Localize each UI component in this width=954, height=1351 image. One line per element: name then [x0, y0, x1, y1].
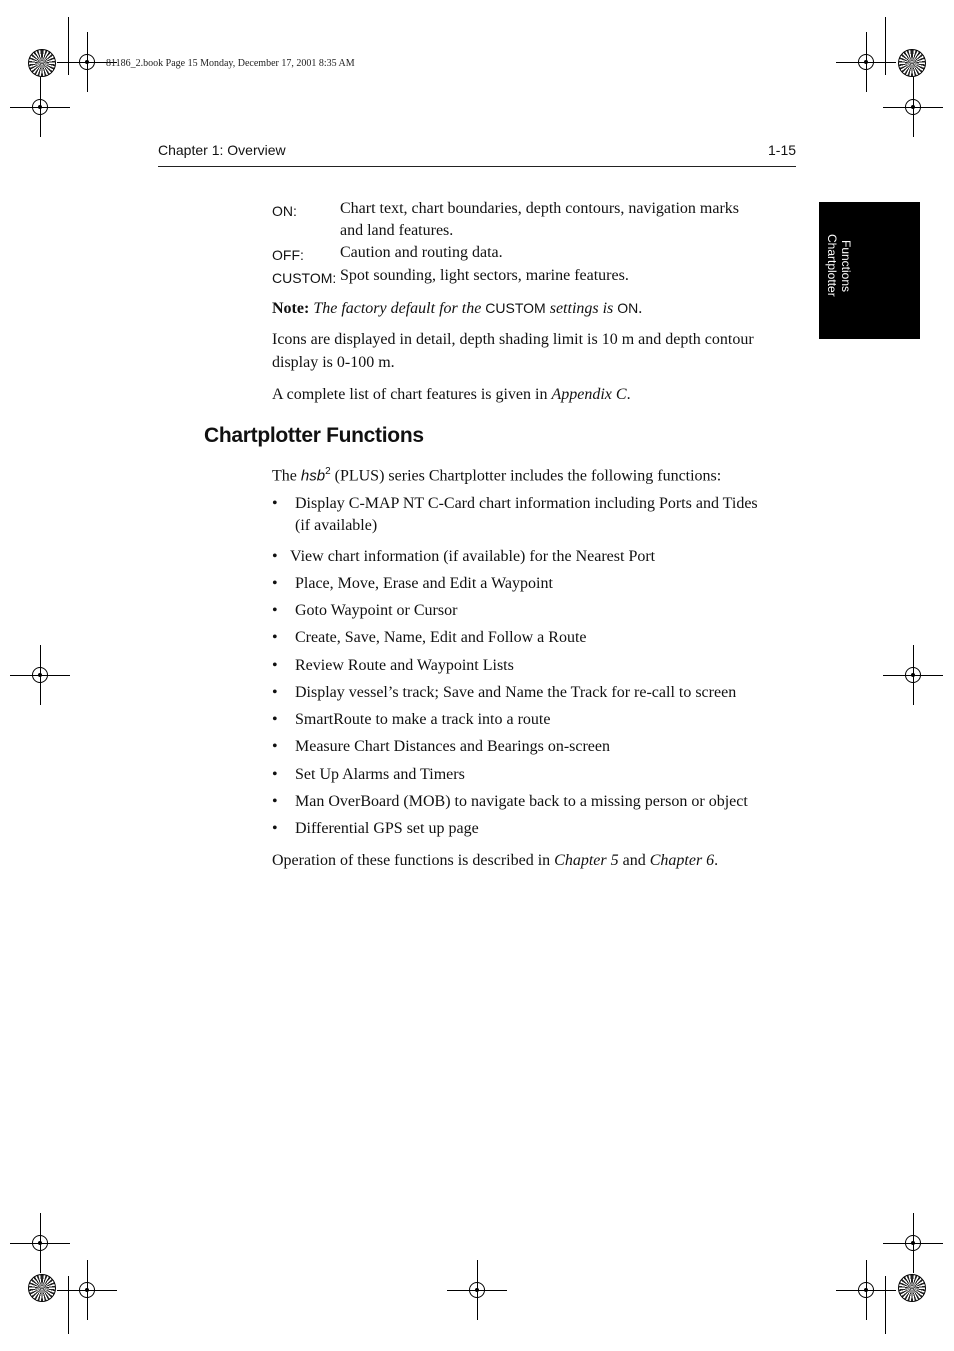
header-rule [158, 166, 796, 167]
note-code: ON [617, 300, 639, 316]
list-item: Set Up Alarms and Timers [295, 766, 465, 783]
list-item: Display C-MAP NT C-Card chart information including Ports and Tides [295, 495, 758, 512]
list-item: Create, Save, Name, Edit and Follow a Route [295, 629, 587, 646]
bullet-icon: • [272, 629, 278, 646]
setting-value: Caution and routing data. [340, 244, 503, 261]
bullet-icon: • [272, 766, 278, 783]
bullet-icon: • [272, 684, 278, 701]
bullet-icon: • [272, 820, 278, 837]
paragraph-line: display is 0-100 m. [272, 354, 395, 371]
closing-text: and [618, 852, 650, 869]
paragraph-end: . [626, 386, 631, 403]
bullet-icon: • [272, 548, 278, 565]
bullet-icon: • [272, 602, 278, 619]
section-tab [819, 202, 920, 339]
page-number: 1-15 [768, 142, 797, 158]
note-text: The factory default for the [313, 300, 486, 317]
product-name: hsb [300, 467, 326, 485]
list-item: Review Route and Waypoint Lists [295, 657, 514, 674]
bullet-icon: • [272, 657, 278, 674]
bullet-icon: • [272, 793, 278, 810]
intro-text: (PLUS) series Chartplotter includes the following functions: [330, 467, 722, 485]
running-header-chapter: Chapter 1: Overview [158, 142, 286, 158]
setting-key: OFF: [272, 247, 304, 263]
bullet-icon: • [272, 495, 278, 512]
note-code: CUSTOM [485, 300, 546, 316]
note-end: . [638, 300, 643, 317]
section-tab-label-2: Functions [839, 240, 853, 293]
intro-text: The [272, 467, 301, 485]
setting-value: Spot sounding, light sectors, marine features. [340, 267, 629, 284]
cross-reference: Appendix C [551, 386, 627, 403]
setting-value: Chart text, chart boundaries, depth contours, navigation marks [340, 200, 740, 217]
list-item: View chart information (if available) for the Nearest Port [290, 548, 656, 565]
bullet-icon: • [272, 711, 278, 728]
closing-paragraph [272, 850, 718, 872]
setting-value-continued: and land features. [340, 222, 454, 239]
note-text: settings is [545, 300, 618, 317]
list-item: Differential GPS set up page [295, 820, 479, 837]
cross-reference: Chapter 6 [649, 852, 715, 869]
product-superscript: 2 [325, 466, 331, 477]
bullet-icon: • [272, 738, 278, 755]
section-title: Chartplotter Functions [204, 424, 424, 447]
setting-key: CUSTOM: [272, 270, 337, 286]
closing-text: Operation of these functions is described in [272, 852, 555, 869]
note [272, 297, 642, 320]
list-item: Place, Move, Erase and Edit a Waypoint [295, 575, 553, 592]
print-slug: 81186_2.book Page 15 Monday, December 17, 2001 8:35 AM [106, 58, 355, 69]
setting-key: ON: [272, 203, 297, 219]
paragraph-text: A complete list of chart features is given in [272, 386, 552, 403]
section-tab-label-1: Chartplotter [825, 234, 839, 297]
paragraph [272, 384, 631, 406]
list-item: SmartRoute to make a track into a route [295, 711, 551, 728]
list-item-continued: (if available) [295, 517, 378, 534]
list-item: Man OverBoard (MOB) to navigate back to a missing person or object [295, 793, 748, 810]
list-item: Measure Chart Distances and Bearings on-screen [295, 738, 610, 755]
list-item: Display vessel’s track; Save and Name the Track for re-call to screen [295, 684, 737, 701]
cross-reference: Chapter 5 [554, 852, 619, 869]
list-item: Goto Waypoint or Cursor [295, 602, 458, 619]
note-label: Note: [272, 300, 310, 317]
closing-end: . [714, 852, 719, 869]
paragraph-line: Icons are displayed in detail, depth shading limit is 10 m and depth contour [272, 331, 754, 348]
intro-paragraph [272, 461, 721, 487]
bullet-icon: • [272, 575, 278, 592]
